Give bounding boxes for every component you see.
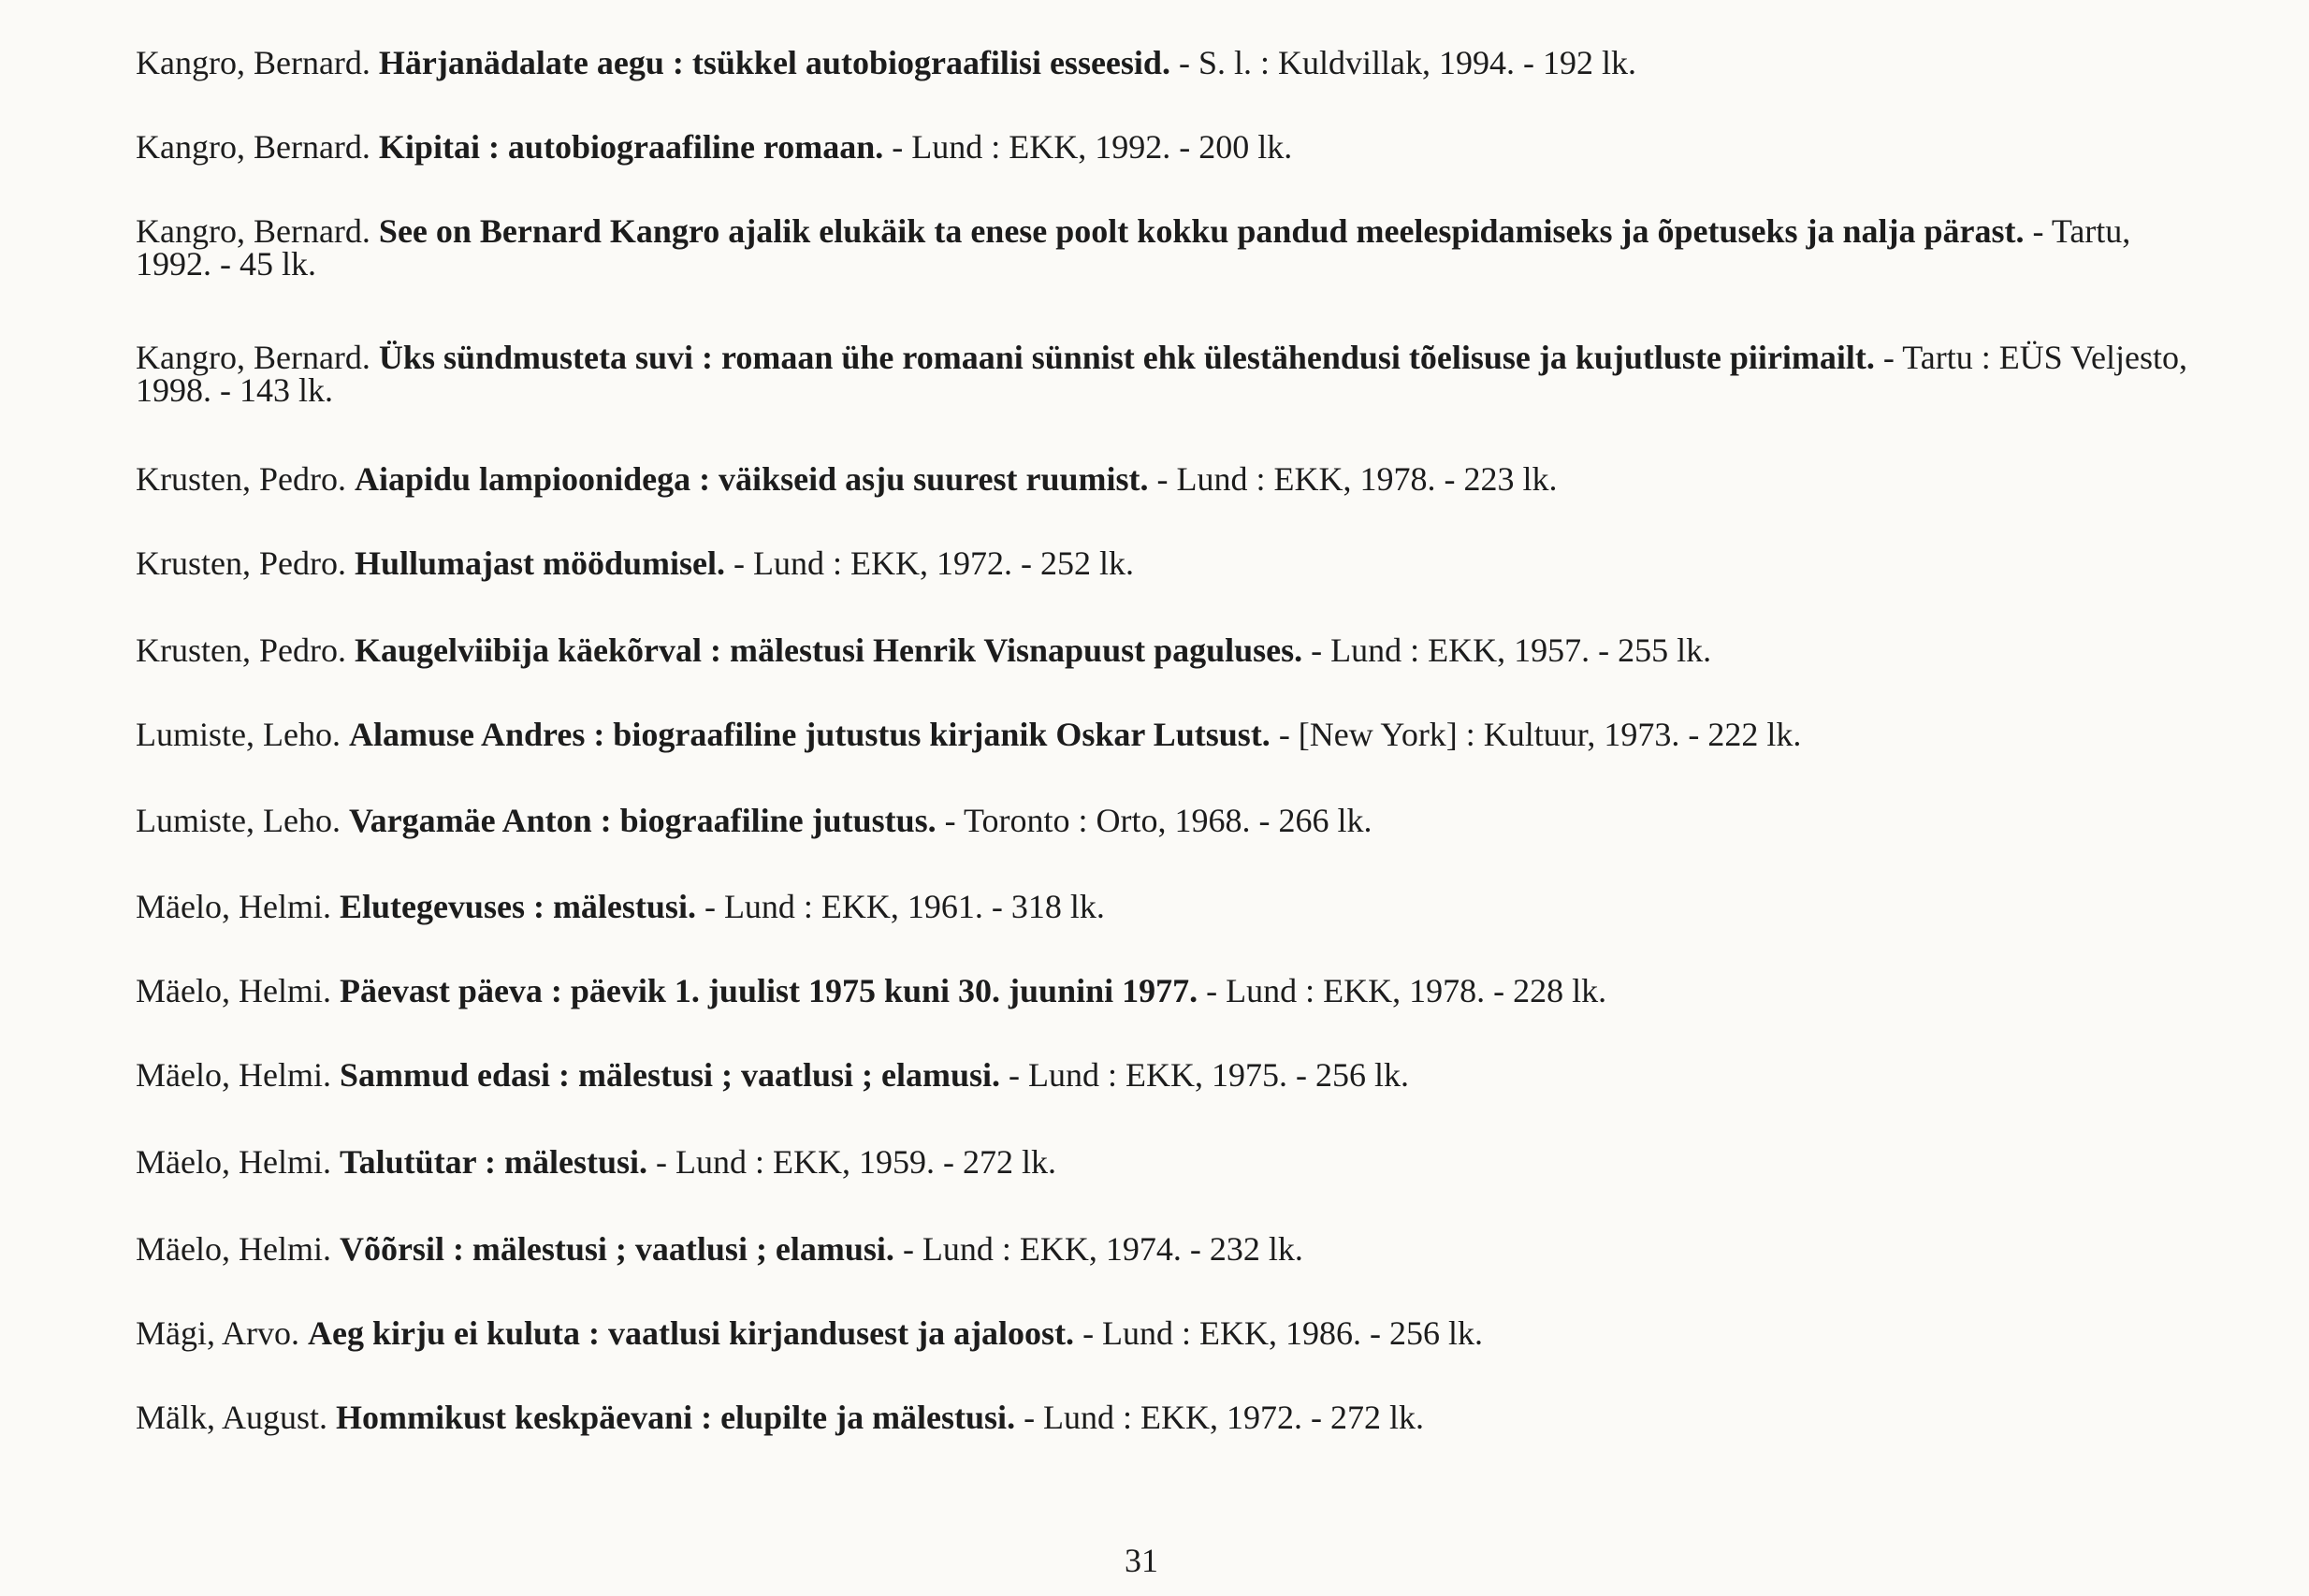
entry-publication: - S. l. : Kuldvillak, 1994. - 192 lk. xyxy=(1178,44,1636,81)
entry-title: See on Bernard Kangro ajalik elukäik ta enese poolt kokku pandud meelespidamiseks ja õpetuseks ja nalja pärast. xyxy=(378,212,2025,250)
entry-title: Hullumajast möödumisel. xyxy=(354,544,726,582)
bibliography-entry xyxy=(136,544,2194,582)
entry-title: Sammud edasi : mälestusi ; vaatlusi ; elamusi. xyxy=(339,1056,1000,1094)
bibliography-entry xyxy=(136,718,2194,751)
entry-publication: - Toronto : Orto, 1968. - 266 lk. xyxy=(944,802,1372,839)
entry-publication: - Lund : EKK, 1961. - 318 lk. xyxy=(704,888,1105,925)
entry-author: Lumiste, Leho. xyxy=(136,802,341,839)
entry-publication: - Tartu, 1992. - 45 lk. xyxy=(136,212,2131,283)
entry-author: Kangro, Bernard. xyxy=(136,212,370,250)
bibliography-entry xyxy=(136,460,2194,498)
bibliography-entry xyxy=(136,1056,2194,1094)
entry-title: Hommikust keskpäevani : elupilte ja mälestusi. xyxy=(336,1399,1016,1436)
bibliography-entry xyxy=(136,1314,2194,1352)
entry-author: Krusten, Pedro. xyxy=(136,631,346,669)
page-number: 31 xyxy=(1125,1542,1158,1579)
entry-title: Üks sündmusteta suvi : romaan ühe romaani sünnist ehk ülestähendusi tõelisuse ja kujutluste piirimailt. xyxy=(378,339,1875,376)
entry-publication: - Lund : EKK, 1975. - 256 lk. xyxy=(1009,1056,1409,1094)
entry-title: Alamuse Andres : biograafiline jutustus kirjanik Oskar Lutsust. xyxy=(348,716,1271,753)
bibliography-entry xyxy=(136,802,2194,839)
entry-author: Mäelo, Helmi. xyxy=(136,1143,331,1181)
entry-publication: - Lund : EKK, 1978. - 223 lk. xyxy=(1156,460,1558,498)
entry-author: Kangro, Bernard. xyxy=(136,44,370,81)
bibliography-entry xyxy=(136,631,2194,669)
bibliography-entry xyxy=(136,1143,2194,1181)
entry-publication: - Lund : EKK, 1978. - 228 lk. xyxy=(1206,972,1607,1009)
entry-author: Krusten, Pedro. xyxy=(136,460,346,498)
entry-title: Talutütar : mälestusi. xyxy=(339,1143,647,1181)
entry-title: Härjanädalate aegu : tsükkel autobiograafilisi esseesid. xyxy=(378,44,1170,81)
entry-title: Kipitai : autobiograafiline romaan. xyxy=(378,128,884,166)
entry-title: Elutegevuses : mälestusi. xyxy=(339,888,696,925)
entry-author: Mägi, Arvo. xyxy=(136,1314,299,1352)
entry-publication: - Lund : EKK, 1992. - 200 lk. xyxy=(892,128,1293,166)
bibliography-entry xyxy=(136,972,2194,1009)
bibliography-entry xyxy=(136,341,2194,407)
entry-author: Mäelo, Helmi. xyxy=(136,1230,331,1268)
bibliography-entry xyxy=(136,212,2194,283)
entry-publication: - Tartu : EÜS Veljesto, 1998. - 143 lk. xyxy=(136,339,2188,409)
entry-author: Kangro, Bernard. xyxy=(136,339,370,376)
entry-author: Mäelo, Helmi. xyxy=(136,972,331,1009)
bibliography-entry xyxy=(136,1230,2194,1268)
entry-publication: - Lund : EKK, 1972. - 252 lk. xyxy=(733,544,1134,582)
entry-title: Vargamäe Anton : biograafiline jutustus. xyxy=(348,802,937,839)
entry-publication: - [New York] : Kultuur, 1973. - 222 lk. xyxy=(1278,716,1802,753)
entry-publication: - Lund : EKK, 1957. - 255 lk. xyxy=(1311,631,1712,669)
entry-publication: - Lund : EKK, 1986. - 256 lk. xyxy=(1082,1314,1484,1352)
entry-author: Lumiste, Leho. xyxy=(136,716,341,753)
entry-author: Mäelo, Helmi. xyxy=(136,888,331,925)
entry-publication: - Lund : EKK, 1972. - 272 lk. xyxy=(1024,1399,1425,1436)
bibliography-entry xyxy=(136,128,2194,166)
bibliography-entry xyxy=(136,888,2194,925)
entry-title: Päevast päeva : päevik 1. juulist 1975 kuni 30. juunini 1977. xyxy=(339,972,1198,1009)
entry-publication: - Lund : EKK, 1959. - 272 lk. xyxy=(656,1143,1056,1181)
entry-author: Krusten, Pedro. xyxy=(136,544,346,582)
entry-title: Kaugelviibija käekõrval : mälestusi Henrik Visnapuust paguluses. xyxy=(354,631,1303,669)
bibliography-entry xyxy=(136,1401,2194,1434)
entry-title: Aeg kirju ei kuluta : vaatlusi kirjandusest ja ajaloost. xyxy=(308,1314,1075,1352)
entry-title: Võõrsil : mälestusi ; vaatlusi ; elamusi. xyxy=(339,1230,894,1268)
entry-publication: - Lund : EKK, 1974. - 232 lk. xyxy=(902,1230,1303,1268)
entry-title: Aiapidu lampioonidega : väikseid asju suurest ruumist. xyxy=(354,460,1149,498)
entry-author: Mäelo, Helmi. xyxy=(136,1056,331,1094)
bibliography-entry xyxy=(136,44,2194,81)
entry-author: Kangro, Bernard. xyxy=(136,128,370,166)
entry-author: Mälk, August. xyxy=(136,1399,328,1436)
